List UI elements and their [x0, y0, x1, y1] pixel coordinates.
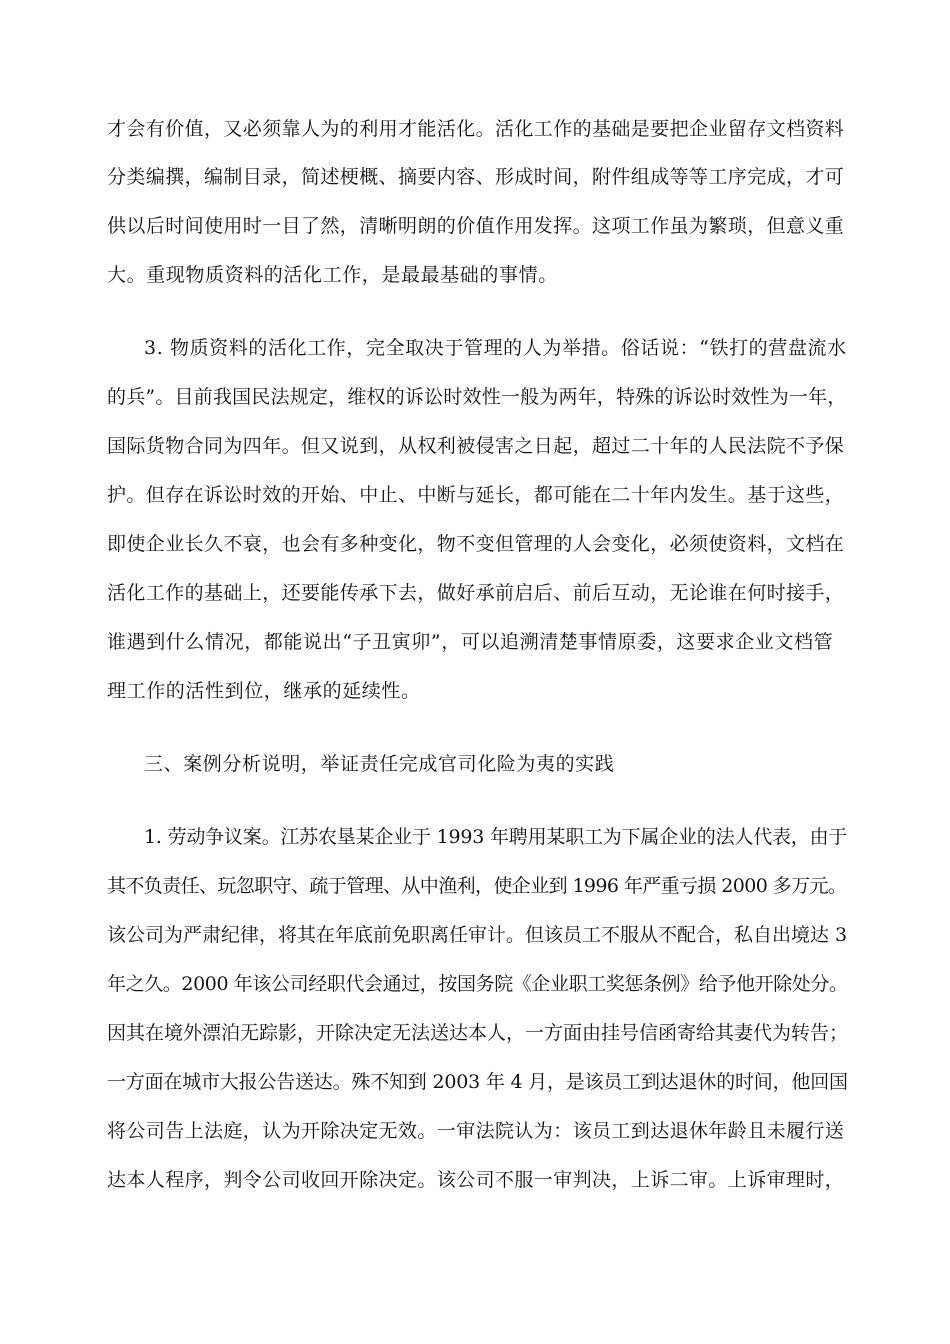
text-line: 其不负责任、玩忽职守、疏于管理、从中渔利，使企业到 1996 年严重亏损 2000 多万元。: [107, 875, 847, 897]
text-line: 活化工作的基础上，还要能传承下去，做好承前启后、前后互动，无论谁在何时接手，: [107, 582, 845, 604]
text-line: 国际货物合同为四年。但又说到，从权利被侵害之日起，超过二十年的人民法院不予保: [107, 435, 845, 457]
text-line: 理工作的活性到位，继承的延续性。: [107, 680, 421, 702]
text-line: 即使企业长久不衰，也会有多种变化，物不变但管理的人会变化，必须使资料，文档在: [107, 533, 845, 555]
text-line: 分类编撰，编制目录，简述梗概、摘要内容、形成时间，附件组成等等工序完成，才可: [107, 166, 845, 188]
text-line: 因其在境外漂泊无踪影，开除决定无法送达本人，一方面由挂号信函寄给其妻代为转告；: [107, 1022, 849, 1044]
text-line: 将公司告上法庭，认为开除决定无效。一审法院认为：该员工到达退休年龄且未履行送: [107, 1120, 845, 1142]
text-line: 达本人程序，判令公司收回开除决定。该公司不服一审判决，上诉二审。上诉审理时，: [107, 1169, 845, 1191]
text-line: 该公司为严肃纪律，将其在年底前免职离任审计。但该员工不服从不配合，私自出境达 3: [107, 924, 848, 946]
text-line: 的兵”。目前我国民法规定，维权的诉讼时效性一般为两年，特殊的诉讼时效性为一年，: [107, 386, 847, 408]
text-line: 一方面在城市大报公告送达。殊不知到 2003 年 4 月，是该员工到达退休的时间，他回国: [107, 1071, 848, 1093]
section-heading: 三、案例分析说明，举证责任完成官司化险为夷的实践: [144, 753, 615, 775]
text-line: 3. 物质资料的活化工作，完全取决于管理的人为举措。俗话说：“铁打的营盘流水: [144, 337, 847, 359]
text-line: 1. 劳动争议案。江苏农垦某企业于 1993 年聘用某职工为下属企业的法人代表，由于: [144, 826, 848, 848]
text-line: 谁遇到什么情况，都能说出“子丑寅卯”，可以追溯清楚事情原委，这要求企业文档管: [107, 631, 834, 653]
text-line: 护。但存在诉讼时效的开始、中止、中断与延长，都可能在二十年内发生。基于这些，: [107, 484, 845, 506]
text-line: 年之久。2000 年该公司经职代会通过，按国务院《企业职工奖惩条例》给予他开除处分。: [107, 973, 848, 995]
text-line: 才会有价值，又必须靠人为的利用才能活化。活化工作的基础是要把企业留存文档资料: [107, 118, 845, 140]
text-line: 大。重现物质资料的活化工作，是最最基础的事情。: [107, 264, 558, 286]
text-line: 供以后时间使用时一目了然，清晰明朗的价值作用发挥。这项工作虽为繁琐，但意义重: [107, 215, 845, 237]
